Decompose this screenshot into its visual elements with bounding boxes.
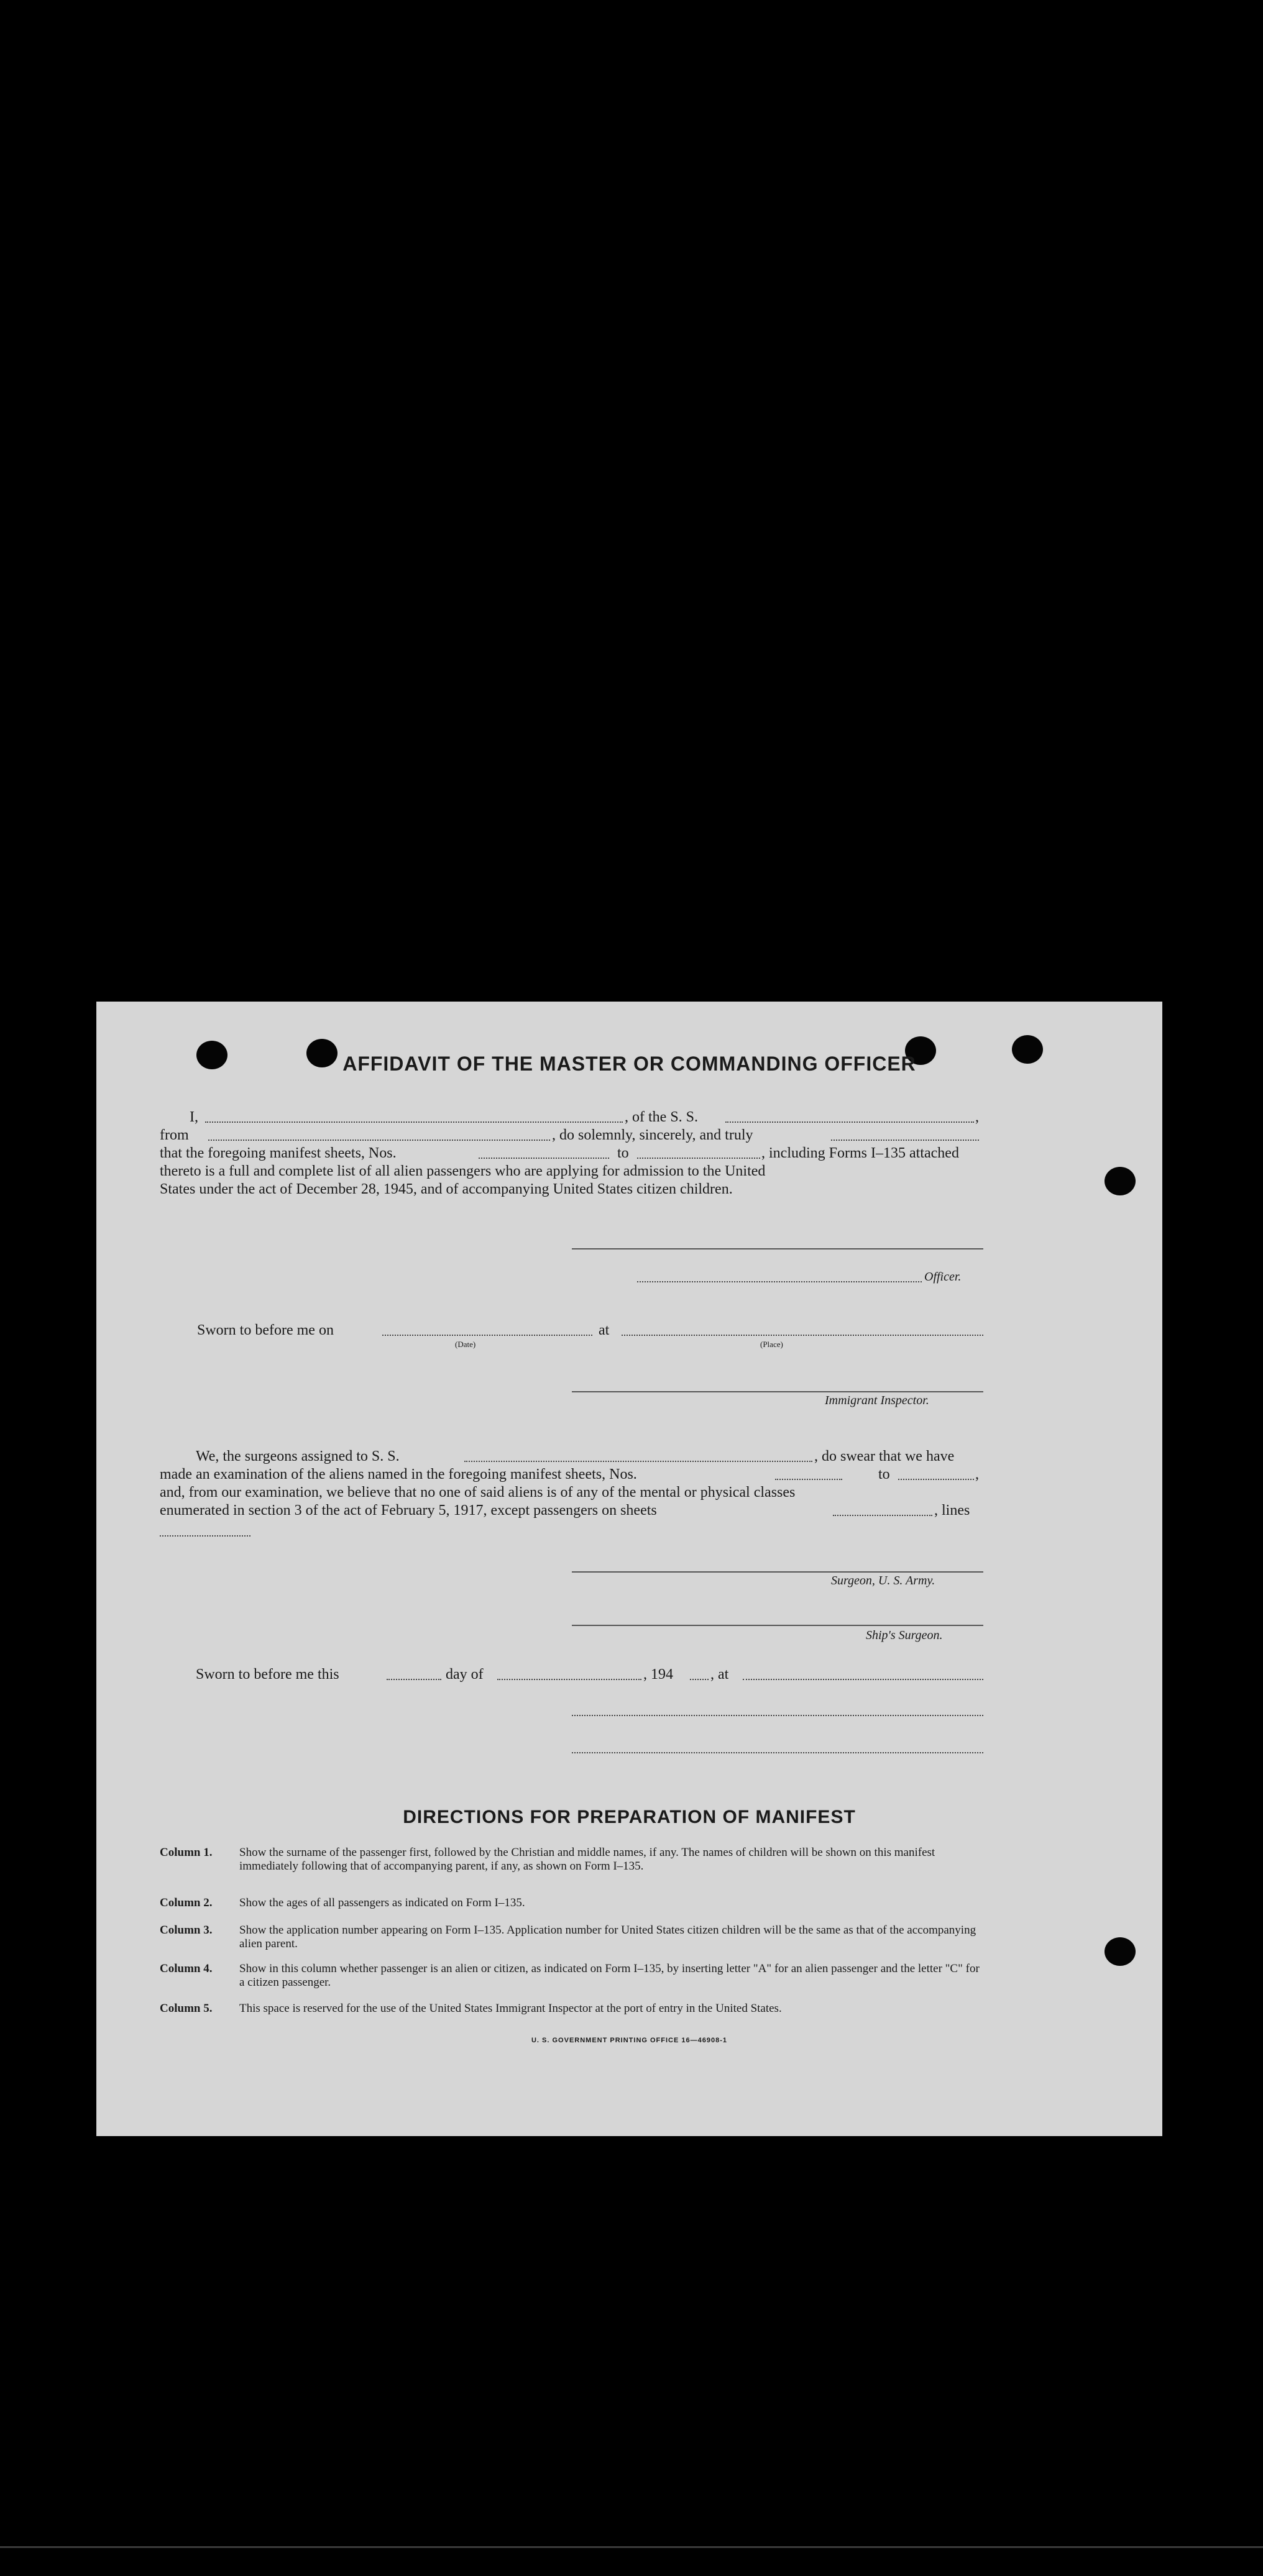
sworn-day-field[interactable] xyxy=(387,1679,441,1680)
column-2-label: Column 2. xyxy=(160,1896,213,1909)
surgeon-sheets-from-field[interactable] xyxy=(775,1479,842,1480)
directions-title: DIRECTIONS FOR PREPARATION OF MANIFEST xyxy=(403,1807,856,1827)
declaration-field[interactable] xyxy=(831,1140,979,1141)
including-forms-text: , including Forms I–135 attached xyxy=(761,1145,959,1161)
line-end-comma: , xyxy=(975,1109,979,1125)
day-of-label: day of xyxy=(446,1666,484,1683)
column-1-direction: Show the surname of the passenger first, followed by the Christian and middle names, if any. The names of children will be shown on this manifest immediately following that of accompanying parent, if any, as shown on Form I–135. xyxy=(239,1846,935,1873)
affidavit-text-line: States under the act of December 28, 1945, and of accompanying United States citizen children. xyxy=(160,1181,733,1197)
solemnly-swear-text: , do solemnly, sincerely, and truly xyxy=(552,1127,753,1143)
column-1-label: Column 1. xyxy=(160,1846,213,1859)
surgeons-text: made an examination of the aliens named in the foregoing manifest sheets, Nos. xyxy=(160,1466,637,1482)
surgeon-ship-field[interactable] xyxy=(464,1461,812,1462)
sheets-to-field[interactable] xyxy=(637,1158,760,1159)
ship-surgeon-signature-line[interactable] xyxy=(572,1625,983,1626)
surgeons-swear-text: , do swear that we have xyxy=(814,1448,955,1464)
sworn-at-label: at xyxy=(599,1322,610,1338)
sheets-from-field[interactable] xyxy=(479,1158,609,1159)
ship-name-field[interactable] xyxy=(725,1121,974,1123)
scanner-edge-line xyxy=(0,2546,1263,2548)
master-name-field[interactable] xyxy=(205,1121,623,1123)
column-3-label: Column 3. xyxy=(160,1924,213,1937)
column-4-label: Column 4. xyxy=(160,1962,213,1975)
sworn-at-label: , at xyxy=(710,1666,729,1683)
except-lines-field[interactable] xyxy=(160,1535,250,1537)
affidavit-text-line: thereto is a full and complete list of all alien passengers who are applying for admission to the United xyxy=(160,1163,766,1179)
ship-surgeon-label: Ship's Surgeon. xyxy=(866,1628,943,1642)
surgeons-text: enumerated in section 3 of the act of February 5, 1917, except passengers on sheets xyxy=(160,1502,657,1519)
year-label: , 194 xyxy=(643,1666,673,1683)
of-ss-label: , of the S. S. xyxy=(625,1109,699,1125)
sworn-before-text: Sworn to before me on xyxy=(197,1322,334,1338)
officer-label: Officer. xyxy=(924,1270,962,1284)
surgeon-army-label: Surgeon, U. S. Army. xyxy=(831,1574,935,1587)
column-3-direction: Show the application number appearing on Form I–135. Application number for United States citizen children will be the same as that of the accompanying alien parent. xyxy=(239,1924,976,1950)
punch-hole xyxy=(1105,1167,1136,1195)
surgeon-sheets-to-field[interactable] xyxy=(898,1479,974,1480)
sheets-to-label: to xyxy=(617,1145,629,1161)
sworn-date-field[interactable] xyxy=(382,1335,592,1336)
except-sheets-field[interactable] xyxy=(833,1515,932,1516)
printing-office-imprint: U. S. GOVERNMENT PRINTING OFFICE 16—46908-1 xyxy=(531,2037,727,2044)
lines-label: , lines xyxy=(934,1502,970,1519)
immigrant-inspector-label: Immigrant Inspector. xyxy=(825,1394,929,1407)
master-signature-line[interactable] xyxy=(572,1248,983,1249)
inspector-signature-line[interactable] xyxy=(572,1391,983,1392)
sworn-location-field[interactable] xyxy=(743,1679,983,1680)
official-signature-field[interactable] xyxy=(572,1715,983,1716)
manifest-sheets-label: that the foregoing manifest sheets, Nos. xyxy=(160,1145,397,1161)
surgeons-text: We, the surgeons assigned to S. S. xyxy=(196,1448,400,1464)
column-5-label: Column 5. xyxy=(160,2002,213,2015)
place-caption: (Place) xyxy=(760,1340,783,1349)
column-2-direction: Show the ages of all passengers as indicated on Form I–135. xyxy=(239,1896,525,1909)
column-4-direction: Show in this column whether passenger is an alien or citizen, as indicated on Form I–135, by inserting letter "A" for an alien passenger and the letter "C" for a citizen passenger. xyxy=(239,1962,980,1989)
sworn-this-text: Sworn to before me this xyxy=(196,1666,339,1683)
surgeons-text: and, from our examination, we believe that no one of said aliens is of any of the mental or physical classes xyxy=(160,1484,796,1500)
from-label: from xyxy=(160,1127,189,1143)
line-end-comma: , xyxy=(975,1466,979,1482)
affidavit-i-label: I, xyxy=(190,1109,198,1125)
sworn-place-field[interactable] xyxy=(622,1335,983,1336)
surgeon-to-label: to xyxy=(878,1466,890,1482)
port-from-field[interactable] xyxy=(208,1140,550,1141)
affidavit-title: AFFIDAVIT OF THE MASTER OR COMMANDING OFFICER xyxy=(342,1053,916,1075)
sworn-year-field[interactable] xyxy=(690,1679,709,1680)
official-title-field[interactable] xyxy=(572,1752,983,1753)
sworn-month-field[interactable] xyxy=(497,1679,641,1680)
army-surgeon-signature-line[interactable] xyxy=(572,1571,983,1573)
punch-hole xyxy=(1105,1937,1136,1966)
column-5-direction: This space is reserved for the use of the United States Immigrant Inspector at the port of entry in the United States. xyxy=(239,2002,782,2015)
officer-signature-field[interactable] xyxy=(637,1281,922,1282)
affidavit-sheet xyxy=(96,1002,1162,2136)
date-caption: (Date) xyxy=(455,1340,476,1349)
